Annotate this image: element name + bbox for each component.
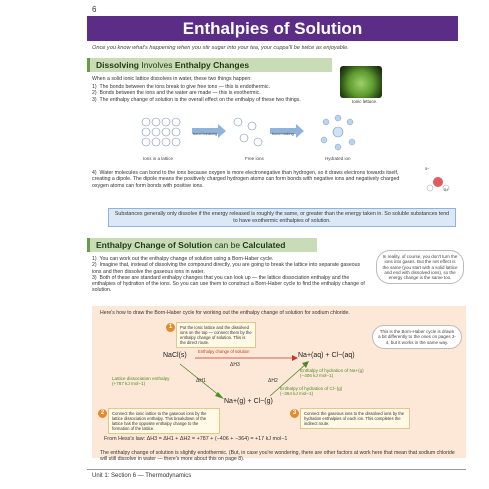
section1-list	[92, 84, 337, 103]
water-dipole-diagram	[418, 170, 458, 194]
heading-part: can be	[212, 240, 243, 250]
list-item: 1) The bonds between the ions break to give free ions — this is endothermic.	[92, 84, 270, 90]
heading-part: Enthalpy Changes	[174, 60, 250, 70]
solution-label: Enthalpy change of solution	[198, 349, 250, 354]
list-item: 3) Both of these are standard enthalpy changes that you can look up — the lattice dissociation enthalpy and the enthalpies of hydration of the ions. So you can use them to construct a Born-Haber cycle to find the enthalpy change of solution.	[92, 274, 365, 294]
page-number: 6	[92, 5, 97, 14]
cycle-note-2	[100, 408, 220, 434]
section1-item4: 4) Water molecules can bond to the ions because oxygen is more electronegative than hydrogen, so it draws electrons towards itself, creating a dipole. The dipole means the positively charged hydrogen atoms can form bonds with negative ions and negatively charged oxygen atoms can form bonds with positive ions.	[92, 170, 400, 189]
page-title: Enthalpies of Solution	[87, 16, 458, 41]
dipole-positive-label: δ+	[444, 187, 449, 192]
lettuce-photo	[340, 66, 382, 98]
arrow-head	[292, 355, 298, 361]
arrow-head	[218, 124, 226, 138]
lettuce-caption: Ionic lettuce.	[352, 99, 378, 104]
step-number-1: 1	[166, 323, 175, 332]
label-lattice: Ions in a lattice	[143, 156, 174, 161]
hydrated-ion	[321, 115, 355, 150]
arrow-head	[296, 124, 304, 138]
hydrogen-atom	[427, 185, 433, 191]
heading-part: Calculated	[242, 240, 286, 250]
free-ions	[234, 118, 262, 146]
list-item: 2) Bonds between the ions and the water are made — this is exothermic.	[92, 90, 261, 97]
note-text: Connect the gaseous ions to the dissolved ions by the hydration enthalpies of each ion. This completes the indirect route.	[304, 411, 405, 426]
hyd-cl-text: Enthalpy of hydration of Cl−(g)	[280, 386, 343, 391]
hydration-na-label	[300, 368, 380, 379]
gaseous-ions: Na+(g) + Cl−(g)	[224, 398, 273, 405]
section1-lead: When a solid ionic lattice dissolves in water, these two things happen:	[92, 76, 252, 82]
dissolved-ions: Na+(aq) + Cl−(aq)	[298, 352, 355, 359]
cycle-note-1	[168, 322, 256, 348]
hyd-cl-value: (−364 kJ mol−1)	[280, 391, 314, 397]
heading-part: Involves	[138, 60, 175, 70]
note-text: Connect the ionic lattice to the gaseous ions by the lattice dissociation enthalpy. This breakdown of the lattice has the opposite enthalpy change to the formation of the lattice.	[112, 411, 207, 431]
list-item-text: The bonds between the ions break to give free ions — this is endothermic.	[99, 84, 270, 90]
list-item-text: Imagine that, instead of dissolving the compound directly, you are going to break the lattice into separate gaseous ions and then dissolve the gaseous ions in water.	[92, 262, 361, 275]
hess-law-line: From Hess's law: ΔH3 = ΔH1 + ΔH2 = +787 + (−406 + −364) = +17 kJ mol−1	[104, 436, 288, 442]
note-text: Put the ionic lattice and the dissolved ions on the top — connect them by the enthalpy change of solution. This is the direct route.	[180, 325, 252, 345]
cycle-intro: Here's how to draw the Born-Haber cycle for working out the enthalpy change of solution for sodium chloride.	[100, 310, 350, 316]
hyd-na-text: Enthalpy of hydration of Na+(g)	[300, 368, 364, 373]
heading-part: Enthalpy Change of Solution	[96, 240, 213, 250]
section2-list	[92, 256, 368, 294]
intro-text: Once you know what's happening when you stir sugar into your tea, your cuppa'll be twice as enjoyable.	[92, 45, 349, 51]
dh1-label: ΔH1	[196, 378, 206, 384]
summary-box: Substances generally only dissolve if the energy released is roughly the same, or greater than the energy taken in. So soluble substances tend to have exothermic enthalpies of solution.	[108, 208, 456, 227]
section-heading-calculated	[87, 238, 317, 252]
list-item: 2) Imagine that, instead of dissolving the compound directly, you are going to break the lattice into separate gaseous ions and then dissolve the gaseous ions in water.	[92, 262, 361, 275]
reality-cloud-note: In reality, of course, you don't turn the ions into gases. But the net effect is the same (you start with a solid lattice and end with dissolved ions), so the energy change is the same too.	[376, 250, 464, 284]
heading-part: Dissolving	[96, 60, 139, 70]
oxygen-atom	[433, 177, 443, 187]
lde-value: (+787 kJ mol−1)	[112, 381, 146, 387]
step-number-3: 3	[290, 409, 299, 418]
list-item-text: Both of these are standard enthalpy changes that you can look up — the lattice dissociation enthalpy and the enthalpies of hydration of the ions. So you can use them to construct a Born-Haber cycle to find the enthalpy change of solution.	[92, 274, 365, 294]
dipole-negative-label: δ−	[425, 166, 430, 171]
dh3-label: ΔH3	[230, 362, 240, 368]
label-bond-making: bond making	[272, 132, 294, 136]
item4-text: Water molecules can bond to the ions because oxygen is more electronegative than hydrogen, so it draws electrons towards itself, creating a dipole. The dipole means the positively charged hydrogen atoms can form bonds with negative ions and negatively charged oxygen atoms can form bonds with positive ions.	[92, 170, 400, 189]
hydration-cl-label	[280, 386, 360, 397]
nacl-solid: NaCl(s)	[163, 352, 187, 359]
ion-lattice	[142, 118, 180, 146]
label-free-ions: Free ions	[245, 156, 264, 161]
label-hydrated-ion: Hydrated ion	[325, 156, 351, 161]
cycle-arrows	[150, 350, 380, 410]
lde-text: Lattice dissociation enthalpy	[112, 376, 170, 381]
cycle-side-note: This is the Born-Haber cycle is drawn a bit differently to the ones on pages 3-4, but it works in the same way.	[372, 325, 462, 349]
list-item-text: Bonds between the ions and the water are made — this is exothermic.	[99, 90, 261, 97]
section-heading-dissolving	[87, 58, 332, 72]
cycle-note-3	[292, 408, 410, 429]
dh2-label: ΔH2	[268, 378, 278, 384]
step-number-2: 2	[98, 409, 107, 418]
footer-divider	[87, 469, 466, 470]
label-bond-breaking: bond breaking	[193, 132, 218, 136]
hyd-na-value: (−406 kJ mol−1)	[300, 373, 334, 379]
footer-text: Unit 1: Section 6 — Thermodynamics	[92, 473, 192, 479]
list-item-text: You can work out the enthalpy change of solution using a Born-Haber cycle.	[99, 256, 274, 262]
list-item: 3) The enthalpy change of solution is the overall effect on the enthalpy of these two things.	[92, 96, 301, 103]
list-item-text: The enthalpy change of solution is the overall effect on the enthalpy of these two things.	[99, 96, 301, 103]
cycle-closing: The enthalpy change of solution is slightly endothermic. (But, in case you're wondering, there are other factors at work here that mean that sodium chloride will still dissolve in water — there's more about this on page 8).	[100, 450, 455, 463]
lde-label	[112, 376, 182, 387]
list-item: 1) You can work out the enthalpy change of solution using a Born-Haber cycle.	[92, 256, 274, 262]
